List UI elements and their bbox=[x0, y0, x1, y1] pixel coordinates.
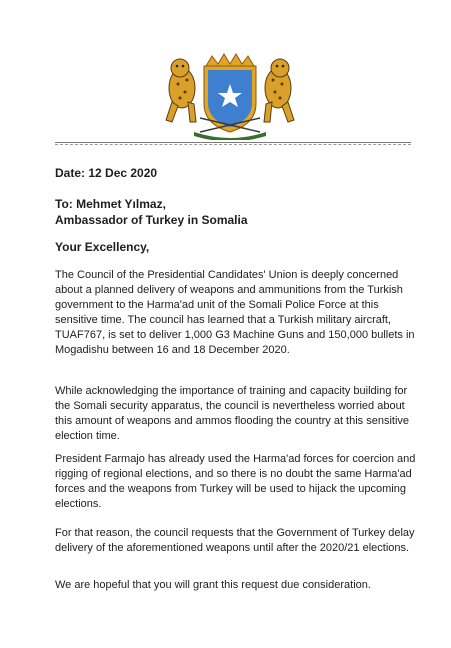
recipient-title: Ambassador of Turkey in Somalia bbox=[55, 213, 248, 227]
somalia-coat-of-arms-icon bbox=[160, 52, 300, 140]
ribbon bbox=[194, 132, 266, 140]
header-divider bbox=[55, 142, 411, 145]
closing-paragraph: We are hopeful that you will grant this request due consideration. bbox=[55, 579, 371, 591]
body-paragraph: While acknowledging the importance of training and capacity building for the Somali security apparatus, the council is nevertheless worried about this amount of weapons and ammos flooding the country at this sensitive election time. bbox=[55, 385, 410, 442]
body-paragraph: The Council of the Presidential Candidates' Union is deeply concerned about a planned delivery of weapons and ammunitions from the Turkish government to the Harma'ad unit of the Somali Police Force at this sensitive time. The council has learned that a Turkish military aircraft, TUAF767, is set to deliver 1,000 G3 Machine Guns and 150,000 bullets in Mogadishu between 16 and 18 December 2020. bbox=[55, 269, 415, 356]
right-leopard bbox=[264, 59, 294, 122]
recipient-block bbox=[55, 196, 248, 228]
letter-date: Date: 12 Dec 2020 bbox=[55, 166, 158, 180]
body-paragraph: President Farmajo has already used the Harma'ad forces for coercion and rigging of regional elections, and so there is no doubt the same Harma'ad forces and the weapons from Turkey will be used to hijack the upcoming elections. bbox=[55, 453, 416, 510]
salutation: Your Excellency, bbox=[55, 240, 150, 254]
crown bbox=[206, 54, 254, 66]
recipient-name: To: Mehmet Yılmaz, bbox=[55, 197, 166, 211]
body-paragraph: For that reason, the council requests that the Government of Turkey delay delivery of the aforementioned weapons until after the 2020/21 elections. bbox=[55, 527, 415, 554]
left-leopard bbox=[166, 59, 196, 122]
